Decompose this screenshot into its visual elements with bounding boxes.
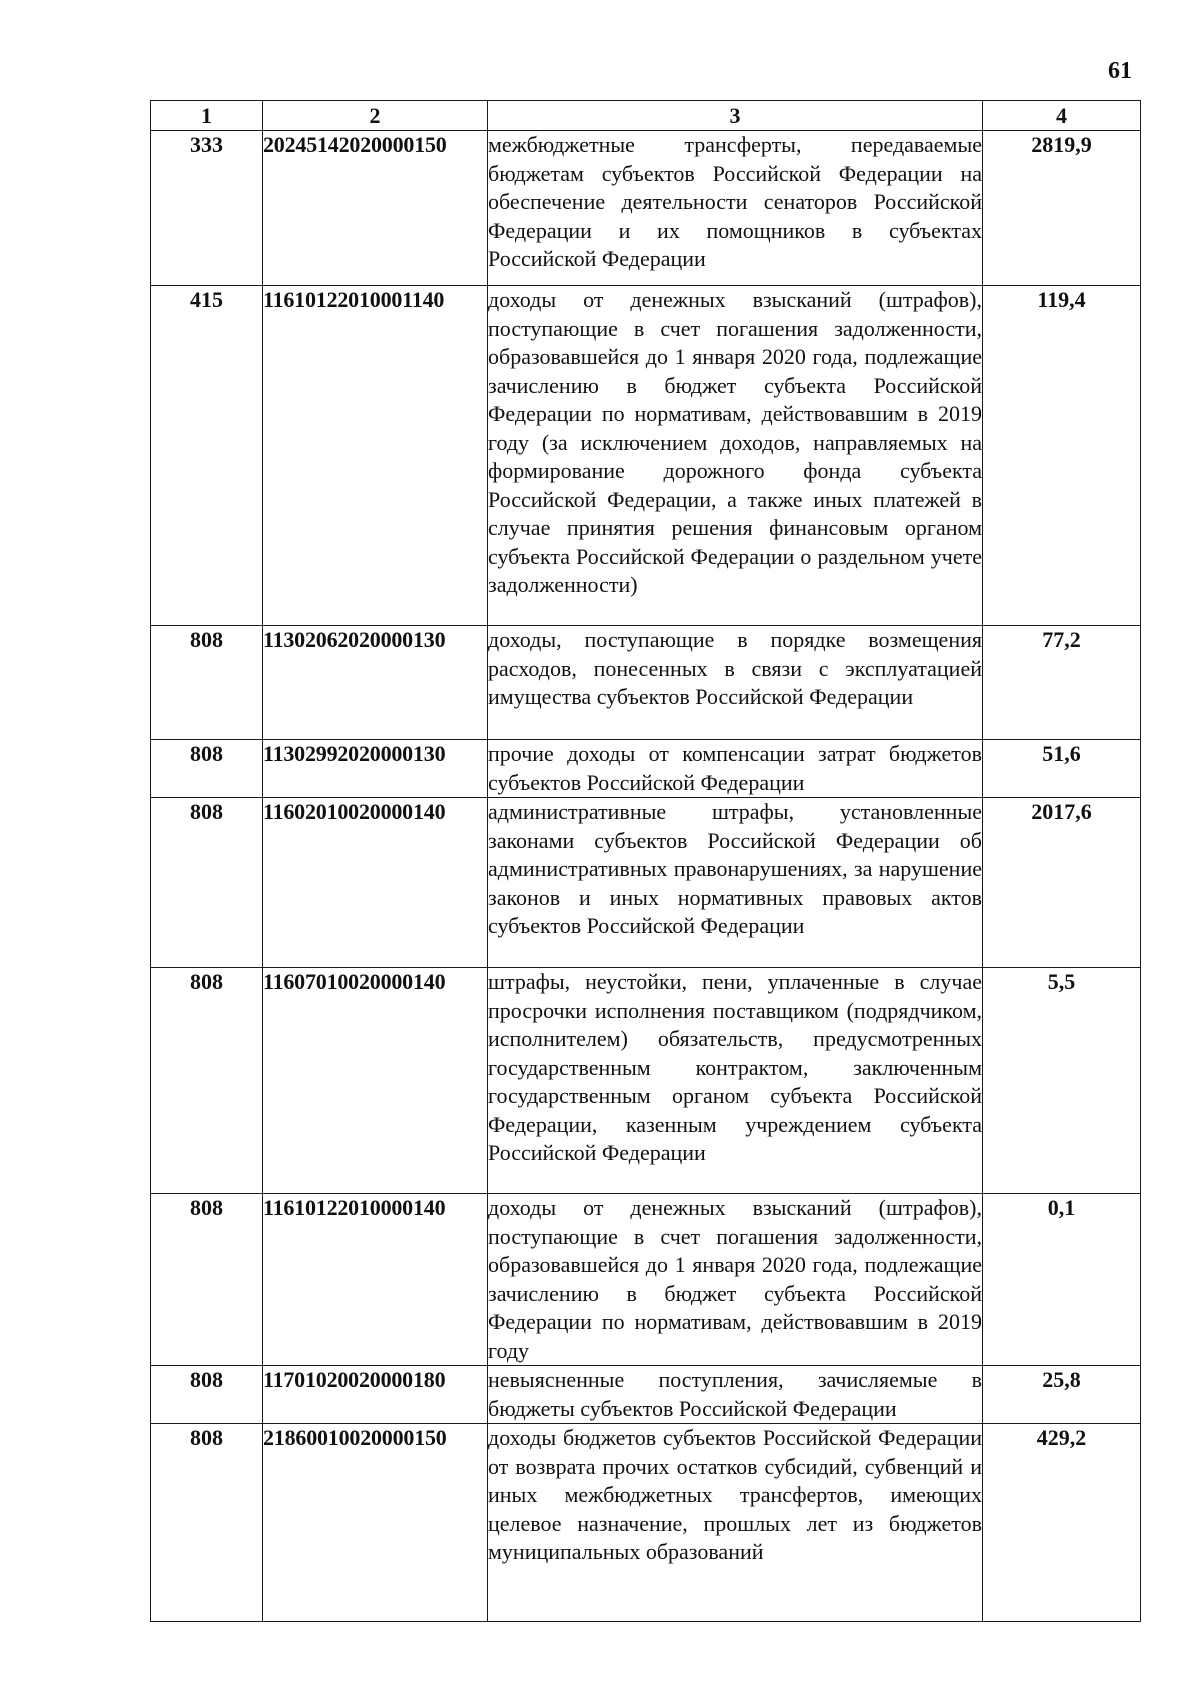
- admin-code: 808: [151, 1194, 263, 1366]
- revenue-description: доходы бюджетов субъектов Российской Федерации от возврата прочих остатков субсидий, субвенций и иных межбюджетных трансфертов, имеющих целевое назначение, прошлых лет из бюджетов муниципальных образований: [488, 1424, 983, 1622]
- amount: 429,2: [983, 1424, 1141, 1622]
- table-header: [151, 101, 1141, 131]
- header-col-1: 1: [151, 101, 263, 131]
- budget-classification-code: 11602010020000140: [263, 798, 488, 968]
- revenue-description: административные штрафы, установленные законами субъектов Российской Федерации об административных правонарушениях, за нарушение законов и иных нормативных правовых актов субъектов Российской Федерации: [488, 798, 983, 968]
- budget-classification-code: 21860010020000150: [263, 1424, 488, 1622]
- budget-classification-code: 11701020020000180: [263, 1366, 488, 1424]
- header-row: [151, 101, 1141, 131]
- page-number: 61: [1108, 58, 1132, 84]
- admin-code: 415: [151, 286, 263, 626]
- table-body: [151, 131, 1141, 1622]
- header-col-2: 2: [263, 101, 488, 131]
- revenue-description: невыясненные поступления, зачисляемые в бюджеты субъектов Российской Федерации: [488, 1366, 983, 1424]
- budget-classification-code: 11302992020000130: [263, 740, 488, 798]
- amount: 5,5: [983, 968, 1141, 1194]
- amount: 0,1: [983, 1194, 1141, 1366]
- budget-classification-code: 11610122010000140: [263, 1194, 488, 1366]
- header-col-4: 4: [983, 101, 1141, 131]
- revenue-description: прочие доходы от компенсации затрат бюджетов субъектов Российской Федерации: [488, 740, 983, 798]
- revenue-description: доходы от денежных взысканий (штрафов), поступающие в счет погашения задолженности, образовавшейся до 1 января 2020 года, подлежащие зачислению в бюджет субъекта Российской Федерации по нормативам, действовавшим в 2019 году (за исключением доходов, направляемых на формирование дорожного фонда субъекта Российской Федерации, а также иных платежей в случае принятия решения финансовым органом субъекта Российской Федерации о раздельном учете задолженности): [488, 286, 983, 626]
- revenue-description: доходы, поступающие в порядке возмещения расходов, понесенных в связи с эксплуатацией имущества субъектов Российской Федерации: [488, 626, 983, 740]
- admin-code: 808: [151, 1424, 263, 1622]
- budget-classification-code: 11610122010001140: [263, 286, 488, 626]
- amount: 25,8: [983, 1366, 1141, 1424]
- table-row: [151, 1366, 1141, 1424]
- table-row: [151, 131, 1141, 286]
- header-col-3: 3: [488, 101, 983, 131]
- amount: 51,6: [983, 740, 1141, 798]
- table-row: [151, 1424, 1141, 1622]
- admin-code: 808: [151, 968, 263, 1194]
- admin-code: 808: [151, 1366, 263, 1424]
- table-row: [151, 286, 1141, 626]
- admin-code: 333: [151, 131, 263, 286]
- budget-classification-code: 11607010020000140: [263, 968, 488, 1194]
- amount: 2017,6: [983, 798, 1141, 968]
- revenue-description: доходы от денежных взысканий (штрафов), поступающие в счет погашения задолженности, образовавшейся до 1 января 2020 года, подлежащие зачислению в бюджет субъекта Российской Федерации по нормативам, действовавшим в 2019 году: [488, 1194, 983, 1366]
- revenue-table: [150, 100, 1141, 1622]
- amount: 77,2: [983, 626, 1141, 740]
- table-row: [151, 626, 1141, 740]
- amount: 2819,9: [983, 131, 1141, 286]
- table-row: [151, 798, 1141, 968]
- admin-code: 808: [151, 740, 263, 798]
- revenue-description: межбюджетные трансферты, передаваемые бюджетам субъектов Российской Федерации на обеспечение деятельности сенаторов Российской Федерации и их помощников в субъектах Российской Федерации: [488, 131, 983, 286]
- table-row: [151, 1194, 1141, 1366]
- budget-classification-code: 20245142020000150: [263, 131, 488, 286]
- budget-classification-code: 11302062020000130: [263, 626, 488, 740]
- admin-code: 808: [151, 626, 263, 740]
- table-row: [151, 740, 1141, 798]
- admin-code: 808: [151, 798, 263, 968]
- table-row: [151, 968, 1141, 1194]
- revenue-description: штрафы, неустойки, пени, уплаченные в случае просрочки исполнения поставщиком (подрядчиком, исполнителем) обязательств, предусмотренных государственным контрактом, заключенным государственным органом субъекта Российской Федерации, казенным учреждением субъекта Российской Федерации: [488, 968, 983, 1194]
- amount: 119,4: [983, 286, 1141, 626]
